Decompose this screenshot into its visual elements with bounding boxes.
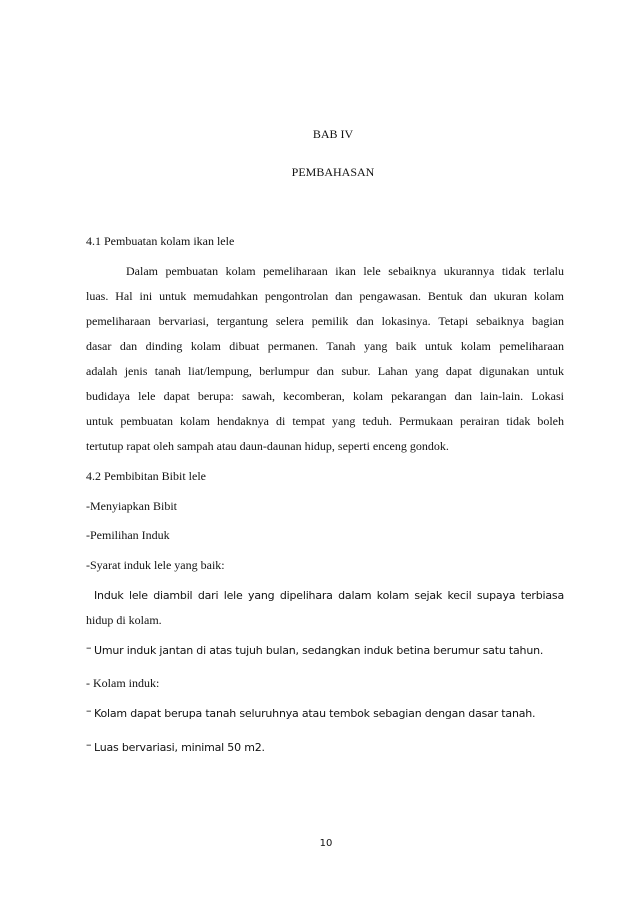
- bullet-text: Umur induk jantan di atas tujuh bulan, sedangkan induk betina berumur satu tahun.: [94, 644, 544, 657]
- bullet-item: [86, 643, 564, 659]
- bullet-text: Luas bervariasi, minimal 50 m2.: [94, 741, 265, 754]
- list-item: - Kolam induk:: [86, 676, 160, 690]
- bullet-text: Kolam dapat berupa tanah seluruhnya atau tembok sebagian dengan dasar tanah.: [94, 707, 536, 720]
- paragraph-line: tertutup rapat oleh sampah atau daun-daunan hidup, seperti enceng gondok.: [86, 439, 449, 453]
- paragraph-line: dasar dan dinding kolam dibuat permanen. Tanah yang baik untuk kolam pemeliharaan: [86, 339, 564, 353]
- list-item: -Pemilihan Induk: [86, 528, 170, 542]
- list-item: -Syarat induk lele yang baik:: [86, 558, 225, 572]
- page-number: 10: [319, 838, 333, 849]
- paragraph-line: Induk lele diambil dari lele yang dipelihara dalam kolam sejak kecil supaya terbiasa: [94, 589, 564, 602]
- bullet-item: [86, 740, 564, 756]
- paragraph-line: luas. Hal ini untuk memudahkan pengontrolan dan pengawasan. Bentuk dan ukuran kolam: [86, 289, 564, 303]
- bullet-item: [86, 706, 564, 722]
- section-heading-4-2: 4.2 Pembibitan Bibit lele: [86, 469, 206, 483]
- chapter-number: BAB IV: [312, 127, 354, 141]
- dash-bullet-icon: –: [86, 704, 92, 717]
- paragraph-line: pemeliharaan bervariasi, tergantung selera pemilik dan lokasinya. Tetapi sebaiknya bagian: [86, 314, 564, 328]
- dash-bullet-icon: –: [86, 641, 92, 654]
- paragraph-line: hidup di kolam.: [86, 613, 162, 627]
- paragraph-line: adalah jenis tanah liat/lempung, berlumpur dan subur. Lahan yang dapat digunakan untuk: [86, 364, 564, 378]
- section-heading-4-1: 4.1 Pembuatan kolam ikan lele: [86, 234, 235, 248]
- chapter-title: PEMBAHASAN: [291, 165, 375, 179]
- list-item: -Menyiapkan Bibit: [86, 499, 177, 513]
- paragraph-line: untuk pembuatan kolam hendaknya di tempat yang teduh. Permukaan perairan tidak boleh: [86, 414, 564, 428]
- paragraph-line: budidaya lele dapat berupa: sawah, kecomberan, kolam pekarangan dan lain-lain. Lokasi: [86, 389, 564, 403]
- paragraph-line: Dalam pembuatan kolam pemeliharaan ikan lele sebaiknya ukurannya tidak terlalu: [126, 264, 564, 278]
- dash-bullet-icon: –: [86, 738, 92, 751]
